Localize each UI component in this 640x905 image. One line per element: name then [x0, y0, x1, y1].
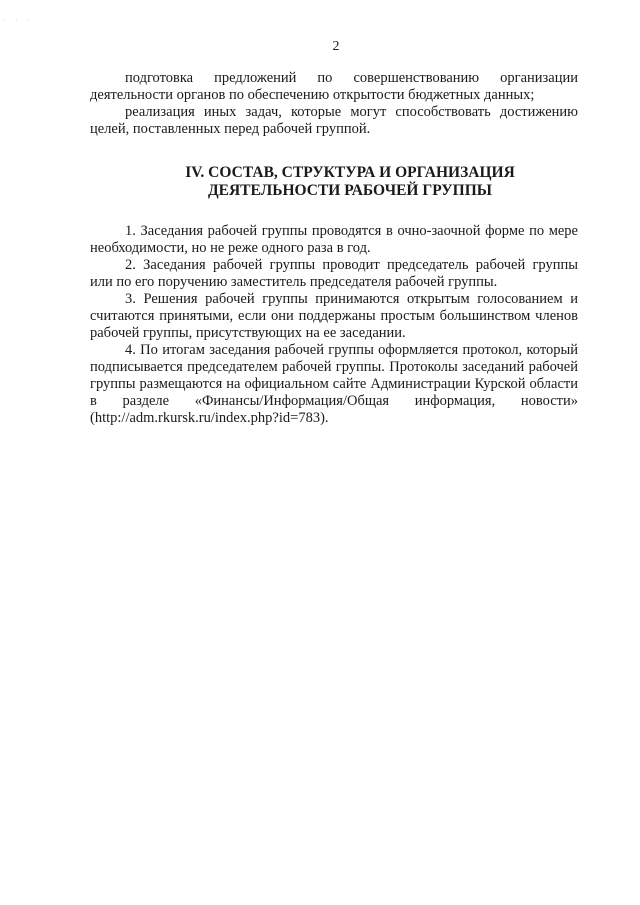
page-number: 2 [332, 39, 340, 54]
clause-1: 1. Заседания рабочей группы проводятся в очно-заочной форме по мере необходимости, но не реже одного раза в год. [90, 223, 578, 256]
section-heading [150, 164, 550, 199]
intro-list [90, 70, 578, 138]
clause-3: 3. Решения рабочей группы принимаются открытым голосованием и считаются принятыми, если они поддержаны простым большинством членов рабочей группы, присутствующих на ее заседании. [90, 291, 578, 341]
intro-item: подготовка предложений по совершенствованию организации деятельности органов по обеспечению открытости бюджетных данных; [90, 70, 578, 103]
clauses-list [90, 223, 578, 427]
clause-2: 2. Заседания рабочей группы проводит председатель рабочей группы или по его поручению заместитель председателя рабочей группы. [90, 257, 578, 290]
scan-marks: · · · · [4, 17, 45, 23]
intro-item: реализация иных задач, которые могут способствовать достижению целей, поставленных перед рабочей группой. [90, 104, 578, 137]
section-heading-line-2: ДЕЯТЕЛЬНОСТИ РАБОЧЕЙ ГРУППЫ [207, 181, 493, 199]
clause-4: 4. По итогам заседания рабочей группы оформляется протокол, который подписывается председателем рабочей группы. Протоколы заседаний рабочей группы размещаются на официальном сайте Администрации Курской области в разделе «Финансы/Информация/Общая информация, новости» (http://adm.rkursk.ru/index.php?id=783). [90, 342, 578, 426]
section-heading-line-1: IV. СОСТАВ, СТРУКТУРА И ОРГАНИЗАЦИЯ [185, 164, 515, 181]
